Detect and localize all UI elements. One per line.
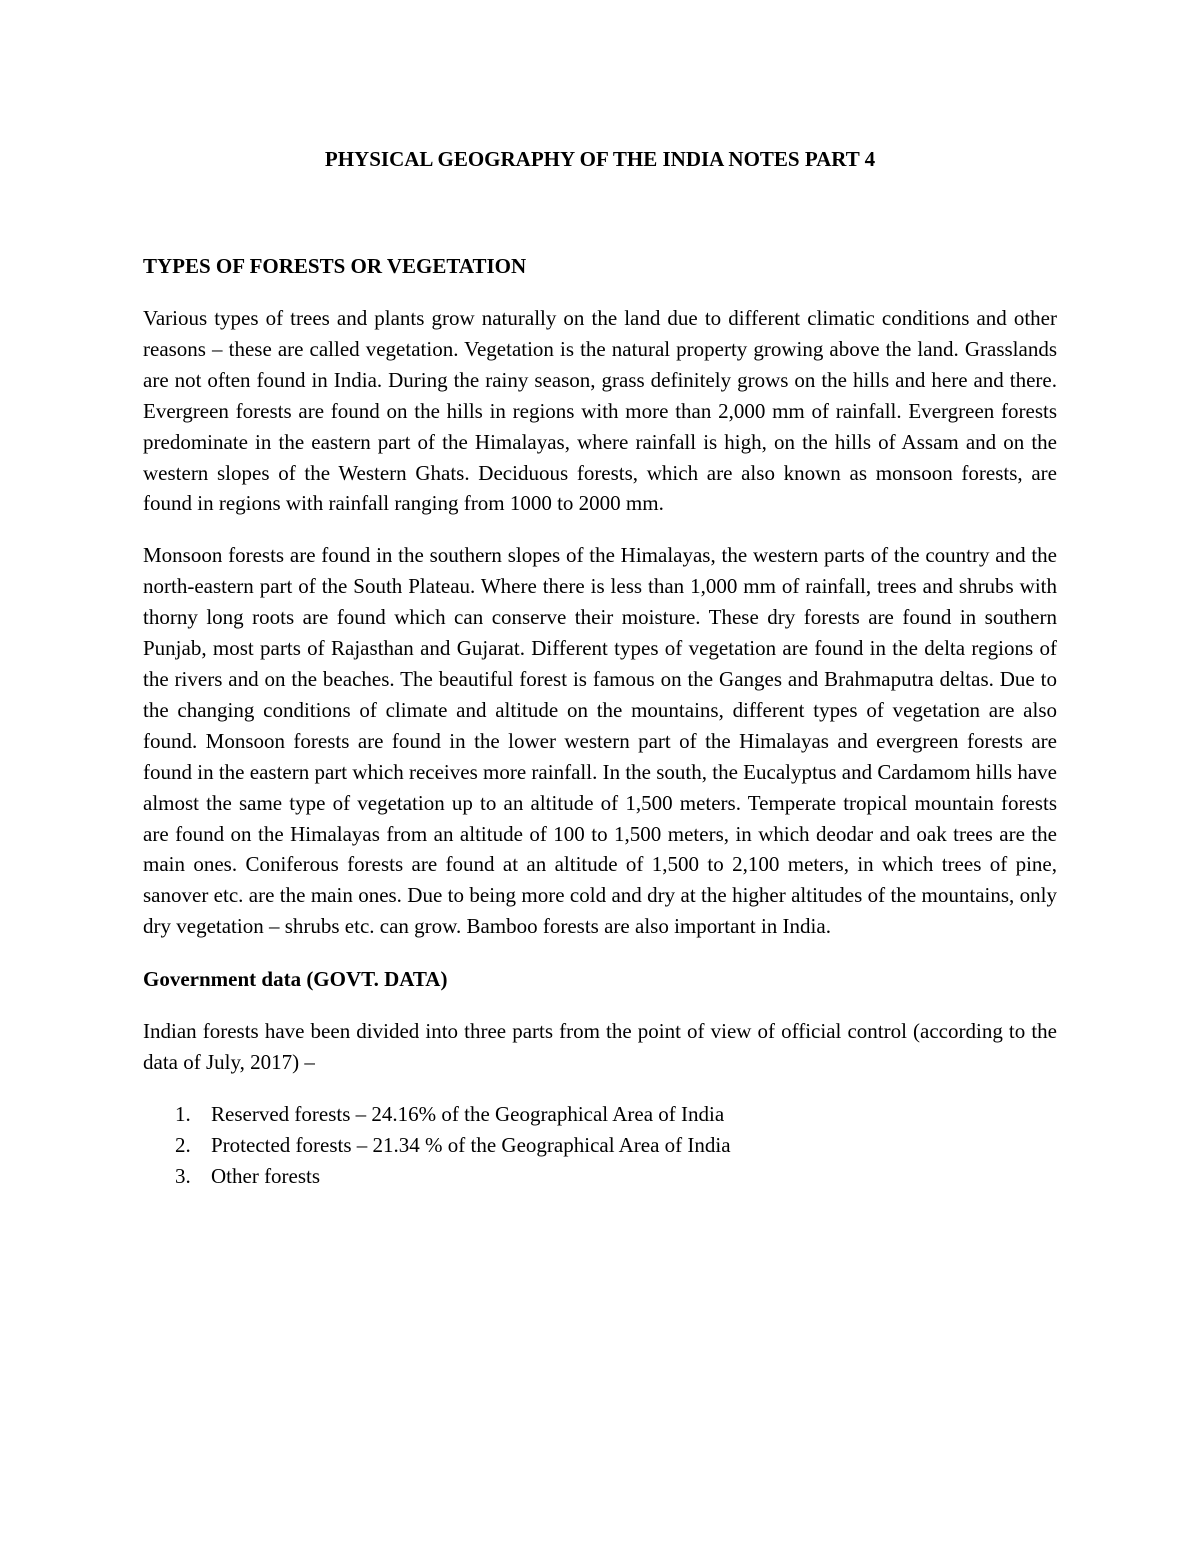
forest-category-list: [143, 1099, 1057, 1192]
section-heading-government-data: Government data (GOVT. DATA): [143, 967, 448, 992]
document-body: [143, 250, 1057, 1192]
paragraph-monsoon-forests: Monsoon forests are found in the southern slopes of the Himalayas, the western parts of the country and the north-eastern part of the South Plateau. Where there is less than 1,000 mm of rainfall, trees and shrubs with thorny long roots are found which can conserve their moisture. These dry forests are found in southern Punjab, most parts of Rajasthan and Gujarat. Different types of vegetation are found in the delta regions of the rivers and on the beaches. The beautiful forest is famous on the Ganges and Brahmaputra deltas. Due to the changing conditions of climate and altitude on the mountains, different types of vegetation are also found. Monsoon forests are found in the lower western part of the Himalayas and evergreen forests are found in the eastern part which receives more rainfall. In the south, the Eucalyptus and Cardamom hills have almost the same type of vegetation up to an altitude of 1,500 meters. Temperate tropical mountain forests are found on the Himalayas from an altitude of 100 to 1,500 meters, in which deodar and oak trees are the main ones. Coniferous forests are found at an altitude of 1,500 to 2,100 meters, in which trees of pine, sanover etc. are the main ones. Due to being more cold and dry at the higher altitudes of the mountains, only dry vegetation – shrubs etc. can grow. Bamboo forests are also important in India.: [143, 543, 1057, 939]
list-item-text: Protected forests – 21.34 % of the Geographical Area of India: [211, 1132, 731, 1157]
list-item-number: 2.: [175, 1132, 191, 1157]
paragraph-vegetation-intro: Various types of trees and plants grow naturally on the land due to different climatic conditions and other reasons – these are called vegetation. Vegetation is the natural property growing above the land. Grasslands are not often found in India. During the rainy season, grass definitely grows on the hills and here and there. Evergreen forests are found on the hills in regions with more than 2,000 mm of rainfall. Evergreen forests predominate in the eastern part of the Himalayas, where rainfall is high, on the hills of Assam and on the western slopes of the Western Ghats. Deciduous forests, which are also known as monsoon forests, are found in regions with rainfall ranging from 1000 to 2000 mm.: [143, 306, 1057, 516]
list-item: [143, 1161, 1057, 1192]
list-item-number: 3.: [175, 1163, 191, 1188]
list-item-text: Reserved forests – 24.16% of the Geographical Area of India: [211, 1101, 725, 1126]
list-item: [143, 1099, 1057, 1130]
document-title: PHYSICAL GEOGRAPHY OF THE INDIA NOTES PART 4: [324, 147, 876, 171]
section-heading-forest-types: TYPES OF FORESTS OR VEGETATION: [143, 254, 527, 278]
list-item-text: Other forests: [211, 1163, 321, 1188]
paragraph-official-control: Indian forests have been divided into three parts from the point of view of official control (according to the data of July, 2017) –: [143, 1019, 1057, 1075]
list-item: [143, 1130, 1057, 1161]
list-item-number: 1.: [175, 1101, 191, 1126]
